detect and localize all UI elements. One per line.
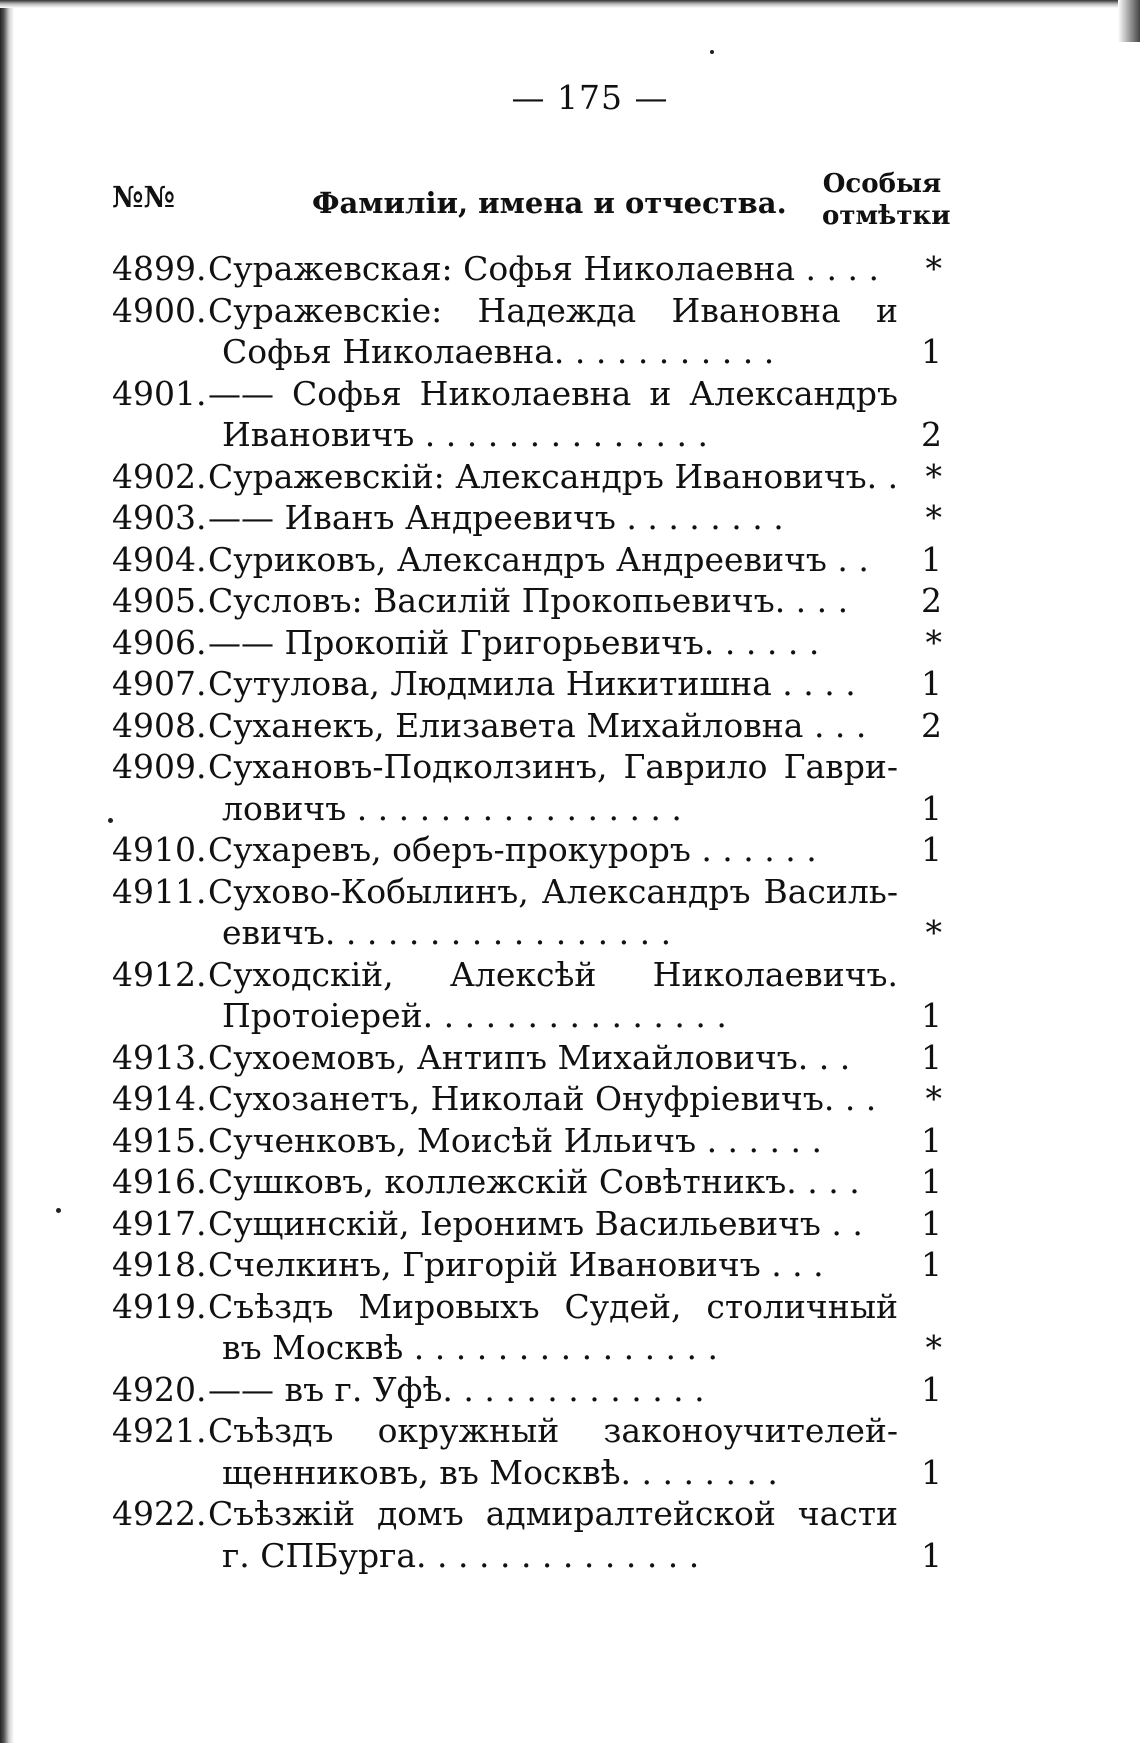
entry-mark: 1 bbox=[921, 332, 942, 371]
entry-text: Сушковъ, коллежскій Совѣтникъ. . . . bbox=[208, 1162, 860, 1201]
entry-line bbox=[112, 1161, 942, 1203]
entry-line bbox=[112, 1327, 942, 1369]
entry-line bbox=[112, 456, 942, 498]
entry-number: 4919. bbox=[112, 1286, 207, 1326]
entry-text: Сухово-Кобылинъ, Александръ Василь- bbox=[208, 871, 898, 911]
entry-text: въ Москвѣ . . . . . . . . . . . . . . . bbox=[222, 1328, 718, 1367]
table-header bbox=[112, 168, 951, 238]
entry-text: —— Иванъ Андреевичъ . . . . . . . . bbox=[208, 498, 784, 537]
list-item bbox=[112, 663, 942, 705]
entry-line bbox=[112, 248, 942, 290]
entry-mark: 1 bbox=[921, 1162, 942, 1201]
entry-text: Суражевская: Софья Николаевна . . . . bbox=[208, 249, 879, 288]
entry-mark: 1 bbox=[921, 788, 942, 828]
list-item bbox=[112, 1078, 942, 1120]
entry-number: 4907. bbox=[112, 664, 207, 703]
entry-mark: 2 bbox=[921, 415, 942, 454]
entry-mark: 1 bbox=[921, 996, 942, 1035]
entry-mark: 1 bbox=[921, 1203, 942, 1243]
entry-number: 4906. bbox=[112, 622, 207, 662]
print-speck bbox=[108, 818, 113, 823]
entry-line bbox=[112, 497, 942, 539]
entry-mark: * bbox=[925, 456, 942, 496]
list-item bbox=[112, 871, 942, 954]
entry-line bbox=[112, 622, 942, 664]
entry-line bbox=[112, 995, 942, 1037]
entry-text: Съѣзжій домъ адмиралтейской части bbox=[208, 1494, 898, 1533]
entry-number: 4908. bbox=[112, 705, 207, 745]
list-item bbox=[112, 829, 942, 871]
entry-text: Суражевскій: Александръ Ивановичъ. . bbox=[208, 456, 898, 496]
scan-shadow-left bbox=[0, 0, 14, 1743]
entry-text: Сухановъ-Подколзинъ, Гаврило Гаври- bbox=[208, 747, 898, 786]
entry-line bbox=[112, 705, 942, 747]
list-item bbox=[112, 290, 942, 373]
entry-line bbox=[112, 746, 942, 788]
entry-text: Съѣздъ Мировыхъ Судей, столичный bbox=[208, 1286, 898, 1326]
entry-text: Сусловъ: Василій Прокопьевичъ. . . . bbox=[208, 581, 849, 620]
entry-text: Суханекъ, Елизавета Михайловна . . . bbox=[208, 705, 867, 745]
entry-text: Съѣздъ окружный законоучителей- bbox=[208, 1411, 898, 1450]
list-item bbox=[112, 622, 942, 664]
entry-text: Сухоемовъ, Антипъ Михайловичъ. . . bbox=[208, 1037, 851, 1077]
entry-text: —— въ г. Уфѣ. . . . . . . . . . . . . bbox=[208, 1369, 705, 1409]
entry-mark: 1 bbox=[921, 1369, 942, 1409]
entry-text: Счелкинъ, Григорій Ивановичъ . . . bbox=[208, 1245, 824, 1284]
entry-mark: * bbox=[925, 249, 942, 288]
entry-mark: * bbox=[925, 498, 942, 537]
entry-number: 4918. bbox=[112, 1245, 207, 1284]
entry-line bbox=[112, 331, 942, 373]
entry-text: евичъ. . . . . . . . . . . . . . . . . bbox=[222, 913, 672, 952]
list-item bbox=[112, 456, 942, 498]
entry-line bbox=[112, 1203, 942, 1245]
list-item bbox=[112, 373, 942, 456]
entry-mark: 2 bbox=[921, 705, 942, 745]
page-number: — 175 — bbox=[511, 78, 669, 117]
entry-number: 4910. bbox=[112, 830, 207, 869]
entry-line bbox=[112, 1493, 942, 1535]
entry-number: 4913. bbox=[112, 1037, 207, 1077]
entry-text: щенниковъ, въ Москвѣ. . . . . . . . bbox=[222, 1452, 778, 1492]
entry-line bbox=[112, 414, 942, 456]
list-item bbox=[112, 539, 942, 581]
entry-list bbox=[112, 248, 942, 1576]
scan-shadow-corner bbox=[1118, 0, 1140, 42]
entry-text: Сученковъ, Моисѣй Ильичъ . . . . . . bbox=[208, 1120, 822, 1160]
entry-number: 4905. bbox=[112, 581, 207, 620]
entry-text: ловичъ . . . . . . . . . . . . . . . . bbox=[222, 788, 682, 828]
entry-mark: * bbox=[925, 1079, 942, 1118]
entry-text: Софья Николаевна. . . . . . . . . . . bbox=[222, 332, 775, 371]
entry-line bbox=[112, 290, 942, 332]
list-item bbox=[112, 1203, 942, 1245]
entry-mark: * bbox=[925, 913, 942, 952]
entry-line bbox=[112, 663, 942, 705]
entry-text: Суриковъ, Александръ Андреевичъ . . bbox=[208, 539, 869, 579]
entry-number: 4922. bbox=[112, 1494, 207, 1533]
entry-number: 4916. bbox=[112, 1162, 207, 1201]
entry-mark: 1 bbox=[921, 1452, 942, 1492]
entry-text: Суходскій, Алексѣй Николаевичъ. bbox=[208, 954, 898, 994]
entry-number: 4909. bbox=[112, 747, 207, 786]
entry-number: 4912. bbox=[112, 954, 207, 994]
list-item bbox=[112, 1493, 942, 1576]
entry-line bbox=[112, 1037, 942, 1079]
entry-mark: * bbox=[925, 622, 942, 662]
entry-number: 4920. bbox=[112, 1369, 207, 1409]
entry-text: Сутулова, Людмила Никитишна . . . . bbox=[208, 664, 856, 703]
list-item bbox=[112, 1410, 942, 1493]
entry-text: Суражевскіе: Надежда Ивановна и bbox=[208, 290, 898, 330]
entry-number: 4901. bbox=[112, 373, 207, 413]
entry-number: 4904. bbox=[112, 539, 207, 579]
entry-text: —— Прокопій Григорьевичъ. . . . . . bbox=[208, 622, 820, 662]
entry-number: 4900. bbox=[112, 290, 207, 330]
entry-line bbox=[112, 871, 942, 913]
entry-line bbox=[112, 1535, 942, 1577]
entry-number: 4915. bbox=[112, 1120, 207, 1160]
entry-mark: 1 bbox=[921, 1535, 942, 1575]
entry-line bbox=[112, 373, 942, 415]
entry-mark: * bbox=[925, 1328, 942, 1367]
entry-line bbox=[112, 829, 942, 871]
entry-line bbox=[112, 1244, 942, 1286]
entry-line bbox=[112, 539, 942, 581]
list-item bbox=[112, 705, 942, 747]
entry-number: 4902. bbox=[112, 456, 207, 496]
entry-text: Протоіерей. . . . . . . . . . . . . . . bbox=[222, 996, 727, 1035]
entry-line bbox=[112, 1452, 942, 1494]
list-item bbox=[112, 497, 942, 539]
entry-number: 4903. bbox=[112, 498, 207, 537]
entry-mark: 1 bbox=[921, 1245, 942, 1284]
entry-text: Сухозанетъ, Николай Онуфріевичъ. . . bbox=[208, 1079, 877, 1118]
entry-number: 4911. bbox=[112, 871, 207, 911]
list-item bbox=[112, 1244, 942, 1286]
entry-mark: 1 bbox=[921, 539, 942, 579]
entry-line bbox=[112, 788, 942, 830]
entry-text: г. СПБурга. . . . . . . . . . . . . . bbox=[222, 1535, 700, 1575]
entry-mark: 2 bbox=[921, 581, 942, 620]
print-speck bbox=[56, 1208, 61, 1213]
entry-line bbox=[112, 1410, 942, 1452]
column-header-number: №№ bbox=[112, 180, 176, 214]
scan-shadow-top bbox=[0, 0, 1140, 8]
entry-mark: 1 bbox=[921, 664, 942, 703]
entry-number: 4914. bbox=[112, 1079, 207, 1118]
list-item bbox=[112, 248, 942, 290]
list-item bbox=[112, 1286, 942, 1369]
entry-mark: 1 bbox=[921, 1037, 942, 1077]
entry-text: —— Софья Николаевна и Александръ bbox=[208, 373, 898, 413]
entry-mark: 1 bbox=[921, 1120, 942, 1160]
list-item bbox=[112, 1369, 942, 1411]
entry-line bbox=[112, 1369, 942, 1411]
entry-line bbox=[112, 1078, 942, 1120]
entry-number: 4921. bbox=[112, 1411, 207, 1450]
column-header-names: Фамиліи, имена и отчества. bbox=[312, 186, 787, 220]
entry-line bbox=[112, 1120, 942, 1162]
entry-text: Сухаревъ, оберъ-прокуроръ . . . . . . bbox=[208, 830, 817, 869]
entry-line bbox=[112, 954, 942, 996]
entry-mark: 1 bbox=[921, 830, 942, 869]
print-speck bbox=[710, 50, 714, 54]
entry-line bbox=[112, 912, 942, 954]
entry-number: 4917. bbox=[112, 1203, 207, 1243]
list-item bbox=[112, 1120, 942, 1162]
entry-text: Сущинскій, Іеронимъ Васильевичъ . . bbox=[208, 1203, 863, 1243]
list-item bbox=[112, 954, 942, 1037]
entry-line bbox=[112, 580, 942, 622]
column-header-marks: Особыя отмѣтки bbox=[822, 169, 951, 231]
list-item bbox=[112, 746, 942, 829]
entry-number: 4899. bbox=[112, 249, 207, 288]
list-item bbox=[112, 580, 942, 622]
entry-text: Ивановичъ . . . . . . . . . . . . . . bbox=[222, 415, 708, 454]
entry-line bbox=[112, 1286, 942, 1328]
list-item bbox=[112, 1037, 942, 1079]
list-item bbox=[112, 1161, 942, 1203]
